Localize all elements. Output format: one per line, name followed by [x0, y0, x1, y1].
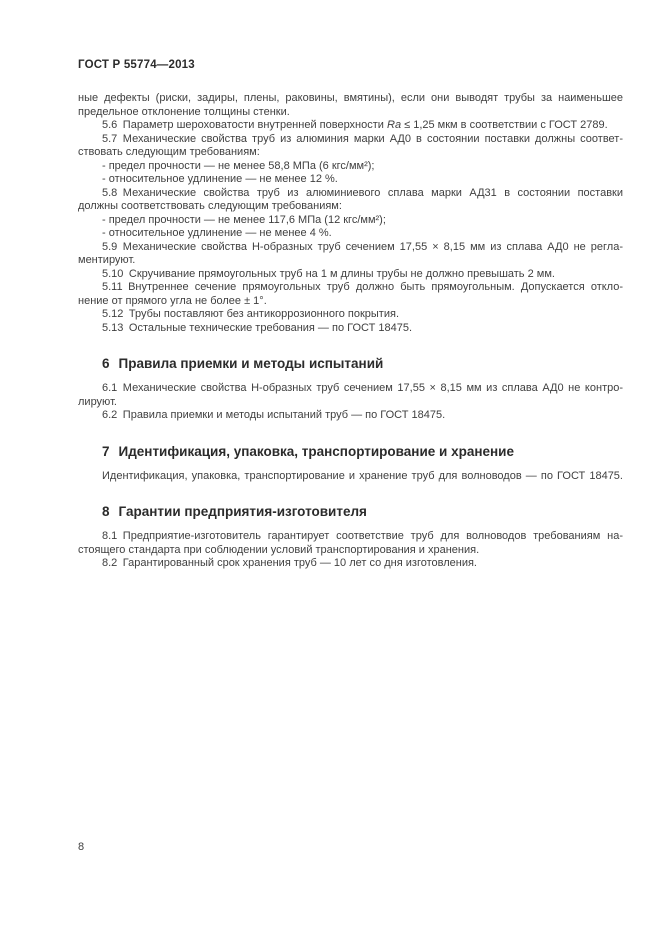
text-line: - относительное удлинение — не менее 12 %.	[102, 173, 338, 185]
section-title: Идентификация, упаковка, транспортирование и хранение	[118, 443, 514, 459]
text-line: 5.10 Скручивание прямоугольных труб на 1 м длины трубы не должно превышать 2 мм.	[102, 267, 555, 280]
text-line: стоящего стандарта при соблюдении условий транспортирования и хранения.	[78, 543, 480, 556]
text-line: 6.2 Правила приемки и методы испытаний труб — по ГОСТ 18475.	[102, 409, 446, 421]
text-line: 5.6 Параметр шероховатости внутренней поверхности Ra ≤ 1,25 мкм в соответствии с ГОСТ 2789.	[102, 119, 608, 131]
text-line: ствовать следующим требованиям:	[78, 146, 260, 158]
text-line: 5.12 Трубы поставляют без антикоррозионного покрытия.	[102, 308, 399, 320]
text-line: - предел прочности — не менее 58,8 МПа (6 кгс/мм²);	[102, 159, 375, 172]
text-line: ментируют.	[78, 254, 136, 266]
text-line: нение от прямого угла не более ± 1°.	[78, 294, 267, 307]
section-number: 6	[102, 356, 110, 371]
document-content-area	[78, 58, 623, 571]
text-line: - относительное удлинение — не менее 4 %.	[102, 227, 332, 239]
section-number: 8	[102, 504, 110, 519]
text-line: 8.1 Предприятие-изготовитель гарантирует соответствие труб для волноводов требованиям на-	[102, 530, 623, 542]
text-line: ные дефекты (риски, задиры, плены, раковины, вмятины), если они выводят трубы за наименьшее	[78, 92, 623, 104]
section-heading	[78, 443, 623, 460]
document-content	[78, 92, 623, 571]
text-line: 8.2 Гарантированный срок хранения труб — 10 лет со дня изготовления.	[102, 557, 477, 569]
section-number: 7	[102, 443, 110, 459]
text-line: 5.7 Механические свойства труб из алюминия марки АД0 в состоянии поставки должны соответ-	[102, 132, 623, 145]
text-line: предельное отклонение толщины стенки.	[78, 105, 290, 118]
section-title: Гарантии предприятия-изготовителя	[118, 504, 367, 519]
section-title: Правила приемки и методы испытаний	[118, 356, 384, 371]
text-line: Идентификация, упаковка, транспортирование и хранение труб для волноводов — по ГОСТ 18475.	[102, 469, 623, 482]
page-number: 8	[78, 841, 85, 853]
section-heading	[78, 503, 623, 520]
text-line: 6.1 Механические свойства Н-образных труб сечением 17,55 × 8,15 мм из сплава АД0 не контро-	[102, 382, 623, 394]
section-heading	[78, 355, 623, 372]
text-line: 5.13 Остальные технические требования — по ГОСТ 18475.	[102, 321, 413, 334]
running-header: ГОСТ Р 55774—2013	[78, 59, 195, 71]
text-line: лируют.	[78, 395, 117, 408]
text-line: должны соответствовать следующим требованиям:	[78, 200, 342, 212]
text-line: 5.9 Механические свойства Н-образных труб сечением 17,55 × 8,15 мм из сплава АД0 не регла-	[102, 240, 623, 253]
text-line: 5.11 Внутреннее сечение прямоугольных труб должно быть прямоугольным. Допускается откло-	[102, 281, 623, 293]
text-line: 5.8 Механические свойства труб из алюминиевого сплава марки АД31 в состоянии поставки	[102, 186, 623, 199]
text-line: - предел прочности — не менее 117,6 МПа (12 кгс/мм²);	[102, 213, 386, 226]
